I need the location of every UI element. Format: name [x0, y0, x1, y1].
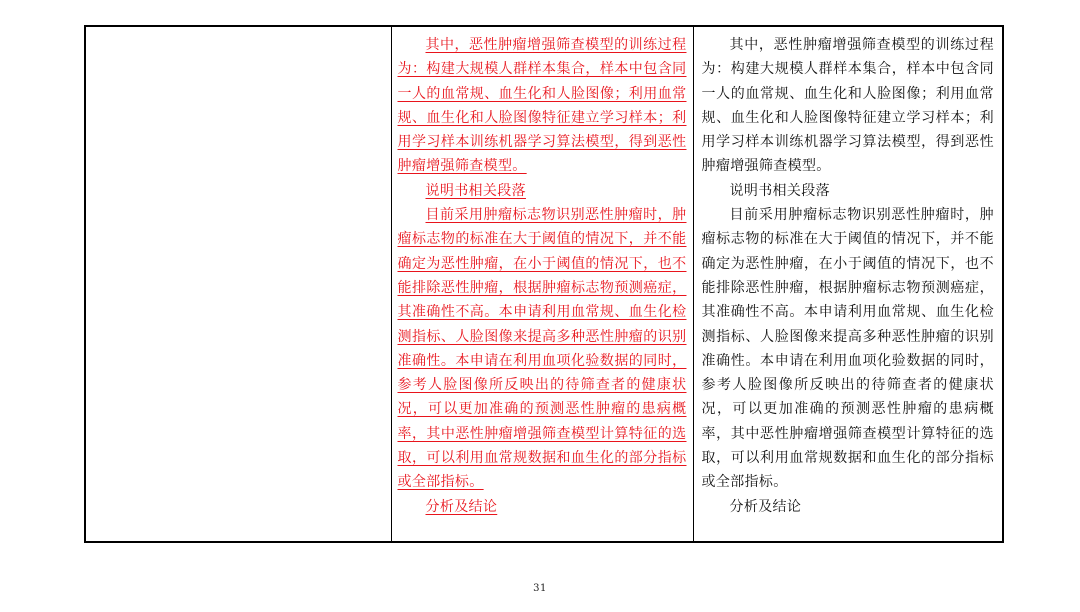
left-cell-text — [86, 27, 391, 33]
comparison-table — [84, 25, 1004, 543]
marked-analysis-heading: 分析及结论 — [425, 498, 498, 515]
table-row — [85, 26, 1003, 542]
clean-training-paragraph: 其中，恶性肿瘤增强筛查模型的训练过程为：构建大规模人群样本集合，样本中包含同一人的血常规、血生化和人脸图像；利用血常规、血生化和人脸图像特征建立学习样本；利用学习样本训练机器学习算法模型，得到恶性肿瘤增强筛查模型。 — [701, 37, 994, 175]
left-empty-cell — [85, 26, 391, 542]
clean-cell — [694, 27, 1003, 519]
marked-up-cell — [392, 27, 693, 519]
clean-column — [693, 26, 1003, 542]
marked-up-column — [391, 26, 693, 542]
clean-analysis-heading: 分析及结论 — [729, 498, 802, 515]
marked-training-paragraph: 其中，恶性肿瘤增强筛查模型的训练过程为：构建大规模人群样本集合，样本中包含同一人的血常规、血生化和人脸图像；利用血常规、血生化和人脸图像特征建立学习样本；利用学习样本训练机器学习算法模型，得到恶性肿瘤增强筛查模型。 — [397, 37, 687, 175]
clean-section-heading: 说明书相关段落 — [729, 182, 830, 199]
page-number: 31 — [533, 583, 547, 594]
clean-background-paragraph: 目前采用肿瘤标志物识别恶性肿瘤时，肿瘤标志物的标准在大于阈值的情况下，并不能确定为恶性肿瘤，在小于阈值的情况下，也不能排除恶性肿瘤，根据肿瘤标志物预测癌症，其准确性不高。本申请利用血常规、血生化检测指标、人脸图像来提高多种恶性肿瘤的识别准确性。本申请在利用血项化验数据的同时，参考人脸图像所反映出的待筛查者的健康状况，可以更加准确的预测恶性肿瘤的患病概率，其中恶性肿瘤增强筛查模型计算特征的选取，可以利用血常规数据和血生化的部分指标或全部指标。 — [701, 207, 994, 491]
marked-background-paragraph: 目前采用肿瘤标志物识别恶性肿瘤时，肿瘤标志物的标准在大于阈值的情况下，并不能确定为恶性肿瘤，在小于阈值的情况下，也不能排除恶性肿瘤，根据肿瘤标志物预测癌症，其准确性不高。本申请利用血常规、血生化检测指标、人脸图像来提高多种恶性肿瘤的识别准确性。本申请在利用血项化验数据的同时，参考人脸图像所反映出的待筛查者的健康状况，可以更加准确的预测恶性肿瘤的患病概率，其中恶性肿瘤增强筛查模型计算特征的选取，可以利用血常规数据和血生化的部分指标或全部指标。 — [397, 207, 687, 491]
marked-section-heading: 说明书相关段落 — [425, 182, 526, 199]
